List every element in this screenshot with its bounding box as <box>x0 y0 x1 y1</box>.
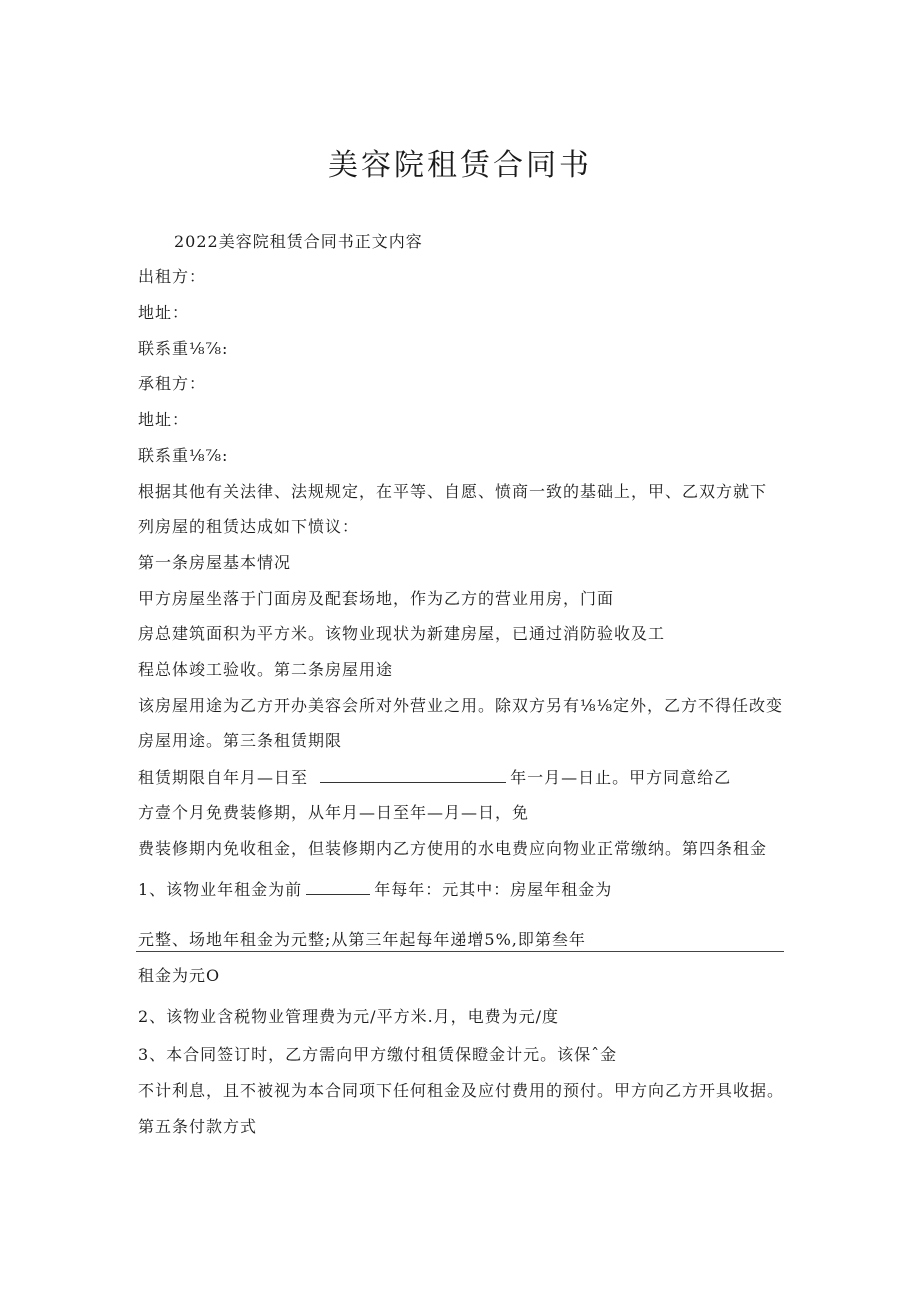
article-4-item-2: 2、该物业含税物业管理费为元/平方米.月，电费为元/度 <box>138 1007 560 1026</box>
article-4-item-3-line-2: 不计利息，且不被视为本合同项下任何租金及应付费用的预付。甲方向乙方开具收据。 <box>138 1081 785 1100</box>
article-3-line-2: 方壹个月免费装修期，从年月—日至年—月—日，免 <box>138 803 530 822</box>
lessee-address-label: 地址： <box>138 410 190 429</box>
article-3-line-1 <box>138 766 731 789</box>
article-4-item-1-line-3: 租金为元O <box>138 966 221 985</box>
article-4-item-1-line-2: 元整、场地年租金为元整;从第三年起每年递增5%,即第叁年 <box>138 930 586 949</box>
lessee-phone-label: 联系重⅛⅞: <box>138 446 229 465</box>
lessor-phone-label: 联系重⅛⅞: <box>138 339 229 358</box>
article-4-item-1-start: 1、该物业年租金为前 <box>138 880 303 899</box>
lessor-address-label: 地址： <box>138 303 190 322</box>
lessee-label: 承租方： <box>138 374 207 393</box>
article-1-heading: 第一条房屋基本情况 <box>138 553 292 572</box>
horizontal-rule <box>136 951 784 952</box>
years-blank <box>306 878 370 895</box>
article-5-heading: 第五条付款方式 <box>138 1117 258 1136</box>
lessor-label: 出租方： <box>138 267 207 286</box>
article-3-line-3: 费装修期内免收租金，但装修期内乙方使用的水电费应向物业正常缴纳。第四条租金 <box>138 839 768 858</box>
article-2-line-2: 房屋用途。第三条租赁期限 <box>138 731 343 750</box>
article-4-item-1-end: 年每年：元其中：房屋年租金为 <box>374 880 613 899</box>
article-4-item-1-line-1 <box>138 878 612 901</box>
article-1-line-1: 甲方房屋坐落于门面房及配套场地，作为乙方的营业用房，门面 <box>138 589 615 608</box>
term-end-blank <box>320 766 506 783</box>
article-1-line-2: 房总建筑面积为平方米。该物业现状为新建房屋，已通过消防验收及工 <box>138 624 666 643</box>
document-subtitle: 2022美容院租赁合同书正文内容 <box>174 232 423 251</box>
intro-paragraph-line-2: 列房屋的租赁达成如下愤议： <box>138 517 360 536</box>
article-1-line-3: 程总体竣工验收。第二条房屋用途 <box>138 660 394 679</box>
article-4-item-3-line-1: 3、本合同签订时，乙方需向甲方缴付租赁保瞪金计元。该保ˆ金 <box>138 1045 618 1064</box>
article-3-line-1-end: 年一月—日止。甲方同意给乙 <box>510 768 732 787</box>
article-2-line-1: 该房屋用途为乙方开办美容会所对外营业之用。除双方另有⅛⅛定外，乙方不得任改变 <box>138 696 784 715</box>
document-title: 美容院租赁合同书 <box>328 148 592 183</box>
article-3-line-1-start: 租赁期限自年月—日至 <box>138 768 309 787</box>
intro-paragraph-line-1: 根据其他有关法律、法规规定，在平等、自愿、愤商一致的基础上，甲、乙双方就下 <box>138 482 768 501</box>
